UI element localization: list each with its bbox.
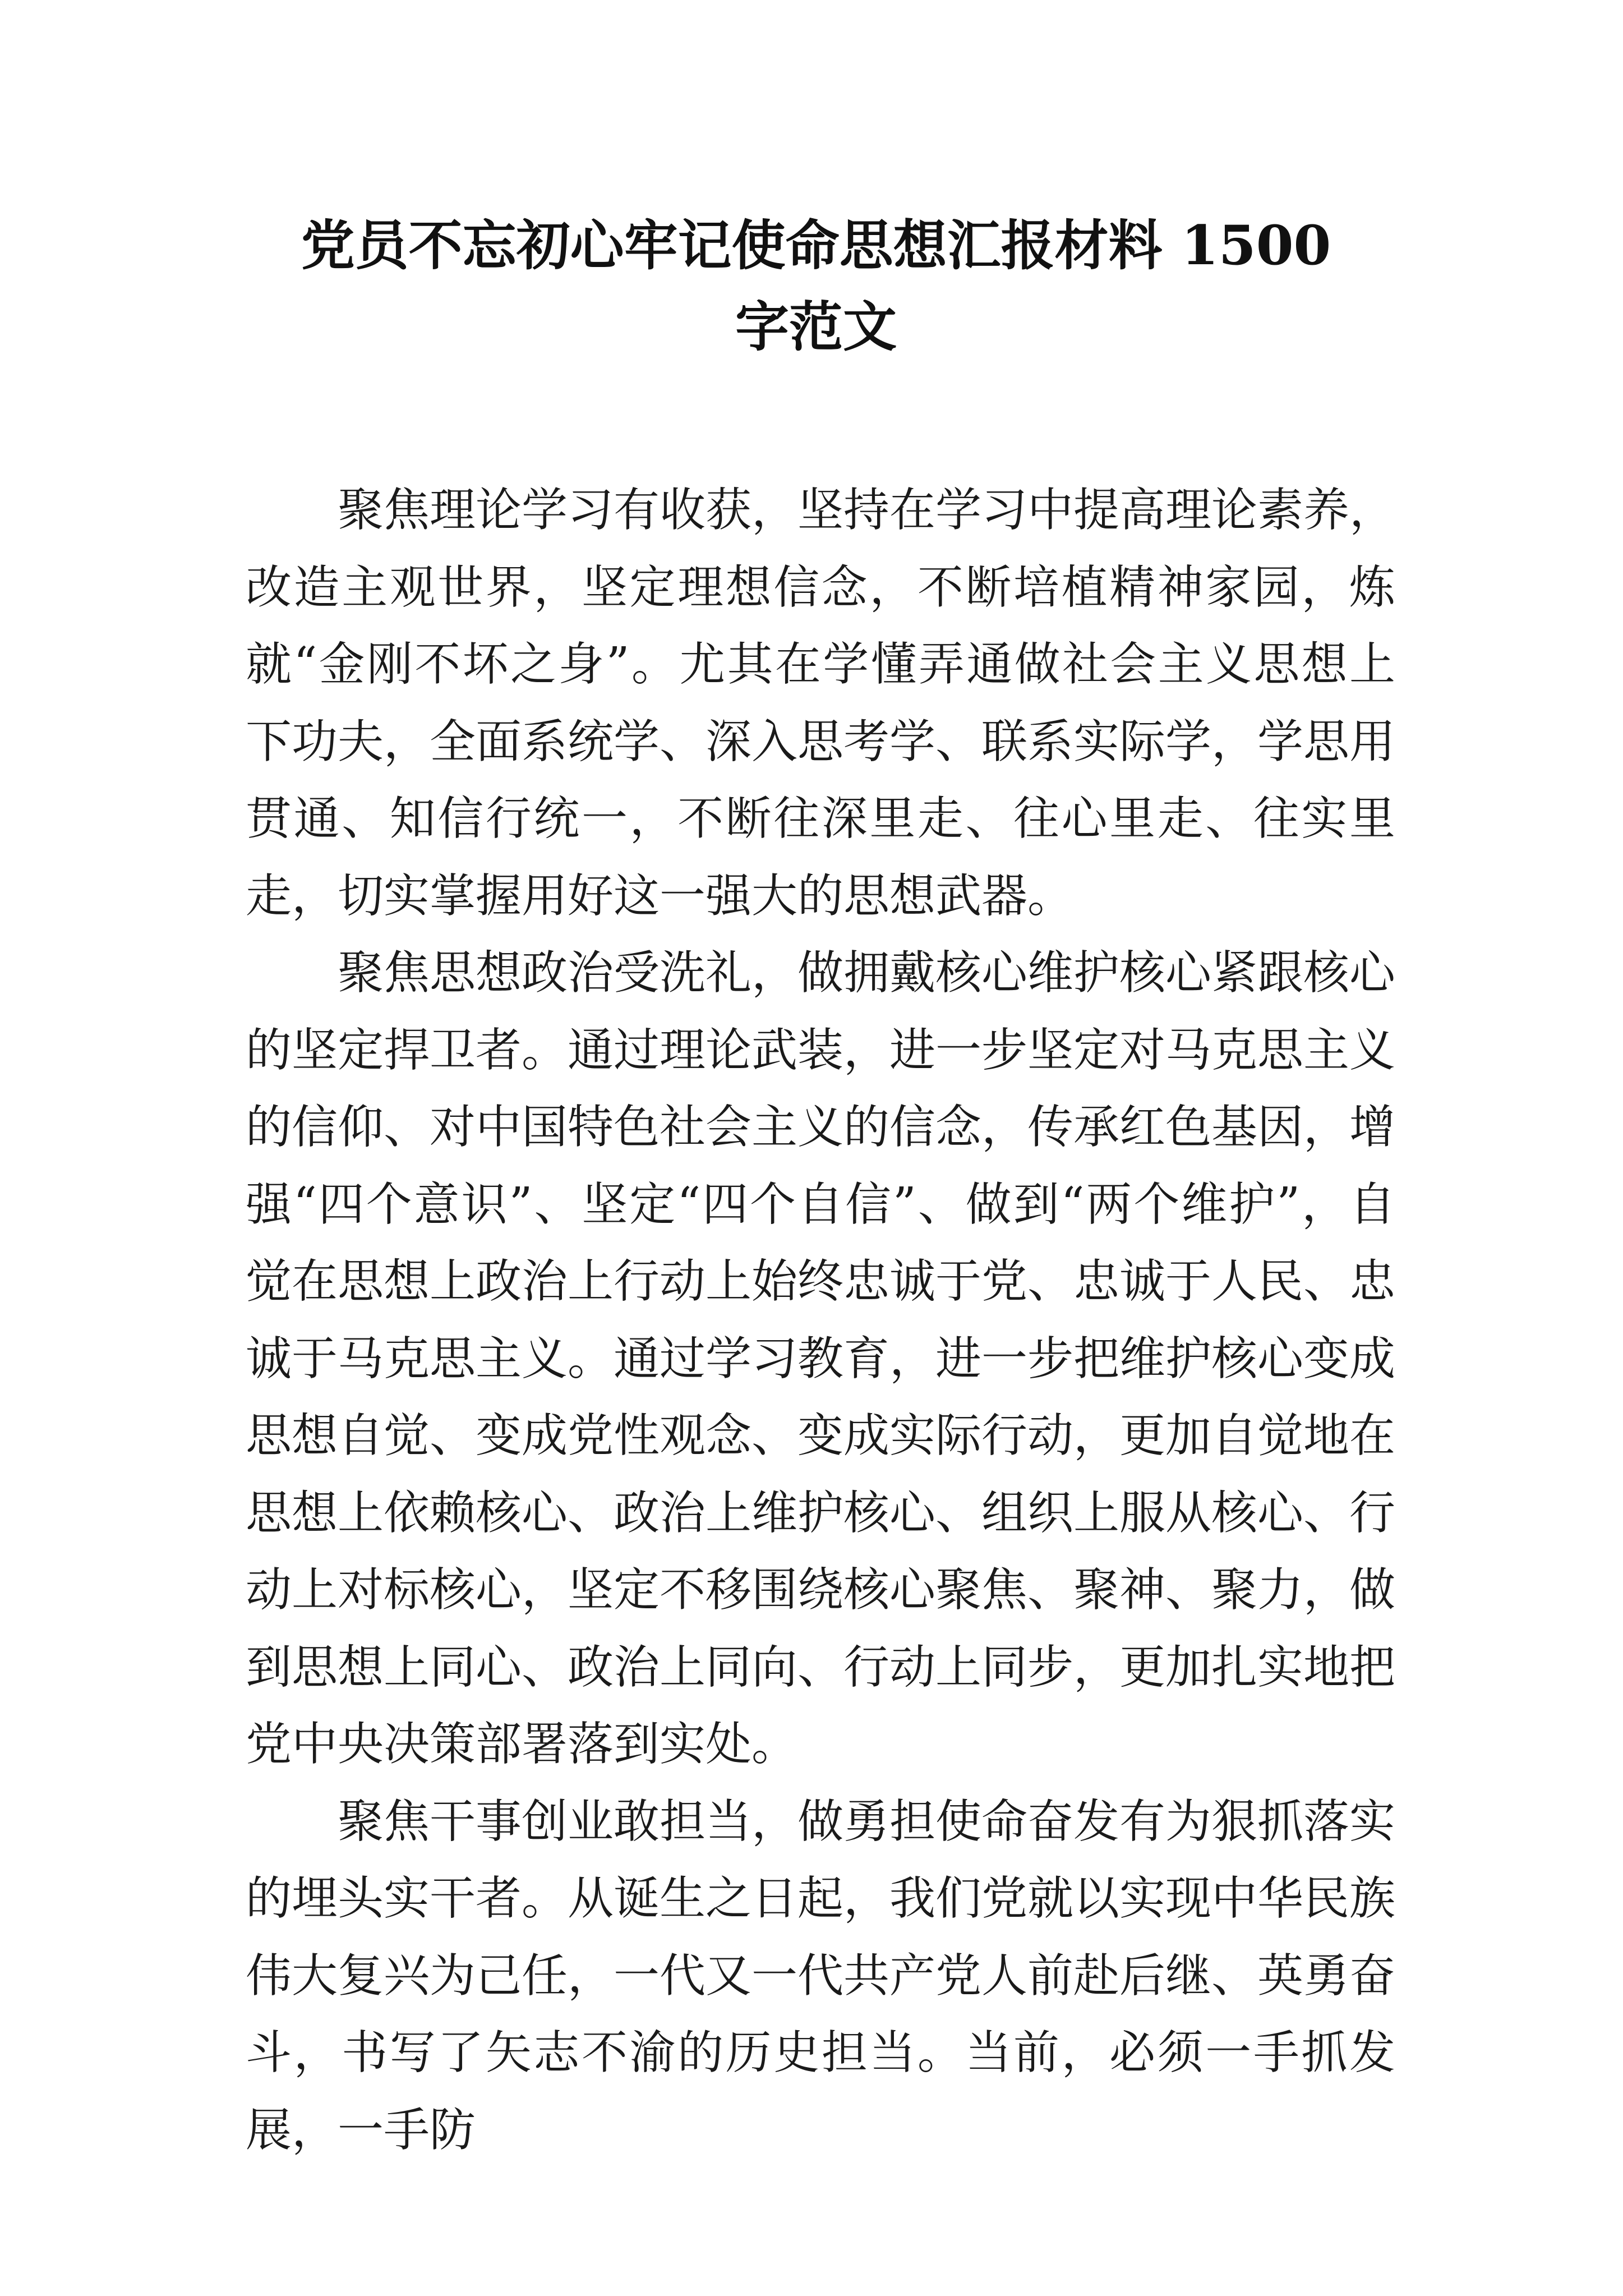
- paragraph-taking-responsibility: 聚焦干事创业敢担当，做勇担使命奋发有为狠抓落实的埋头实干者。从诞生之日起，我们党就以实现中华民族伟大复兴为己任，一代又一代共产党人前赴后继、英勇奋斗，书写了矢志不渝的历史担当。当前，必须一手抓发展，一手防: [246, 1795, 1396, 2157]
- title-line-2: 字范文: [735, 295, 897, 358]
- paragraph-theory-study: 聚焦理论学习有收获，坚持在学习中提高理论素养，改造主观世界，坚定理想信念，不断培植精神家园，炼就“金刚不坏之身”。尤其在学懂弄通做社会主义思想上下功夫，全面系统学、深入思考学、联系实际学，学思用贯通、知信行统一，不断往深里走、往心里走、往实里走，切实掌握用好这一强大的思想武器。: [246, 484, 1396, 923]
- document-body: [246, 472, 1395, 2169]
- title-line-1: 党员不忘初心牢记使命思想汇报材料 1500: [301, 214, 1331, 277]
- paragraph-political-baptism: 聚焦思想政治受洗礼，做拥戴核心维护核心紧跟核心的坚定捍卫者。通过理论武装，进一步坚定对马克思主义的信仰、对中国特色社会主义的信念，传承红色基因，增强“四个意识”、坚定“四个自信”、做到“两个维护”，自觉在思想上政治上行动上始终忠诚于党、忠诚于人民、忠诚于马克思主义。通过学习教育，进一步把维护核心变成思想自觉、变成党性观念、变成实际行动，更加自觉地在思想上依赖核心、政治上维护核心、组织上服从核心、行动上对标核心，坚定不移围绕核心聚焦、聚神、聚力，做到思想上同心、政治上同向、行动上同步，更加扎实地把党中央决策部署落到实处。: [246, 946, 1396, 1771]
- document-title: [246, 205, 1386, 367]
